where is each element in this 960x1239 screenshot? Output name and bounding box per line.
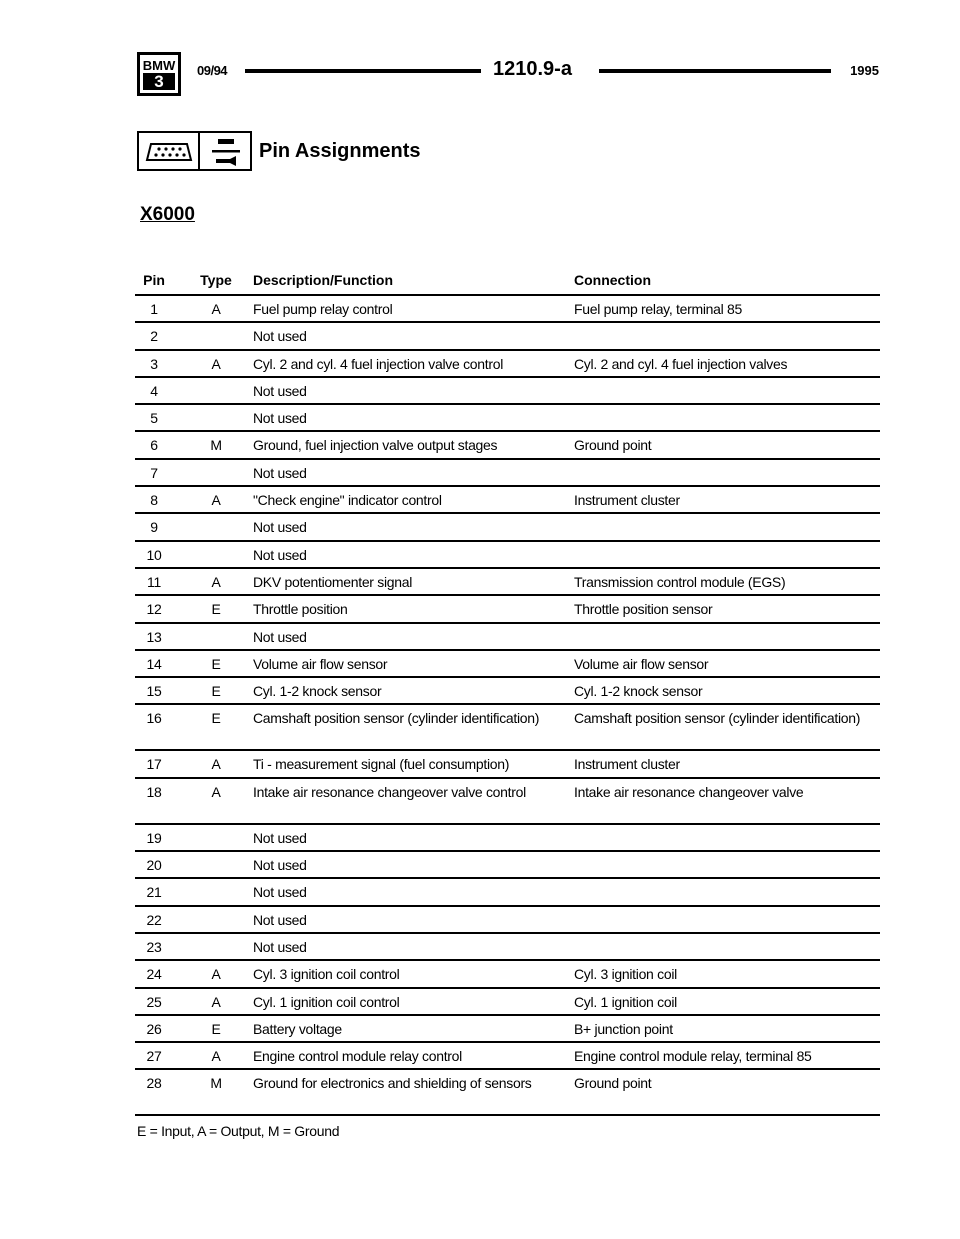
table-row [135,349,880,376]
header-year: 1995 [850,63,879,78]
type-legend: E = Input, A = Output, M = Ground [137,1123,340,1139]
type-cell: A [211,756,221,773]
description-cell: Not used [253,911,307,928]
table-row [135,850,880,877]
connection-cell: Fuel pump relay, terminal 85 [574,301,742,317]
pin-cell: 5 [150,410,158,427]
description-cell: Not used [253,464,307,481]
description-cell: Battery voltage [253,1020,342,1037]
description-cell: Cyl. 3 ignition coil control [253,966,400,983]
connector-icon [137,131,200,171]
table-row [135,749,880,776]
connection-cell: Throttle position sensor [574,601,713,618]
type-cell: A [211,966,221,983]
description-cell: Cyl. 2 and cyl. 4 fuel injection valve control [253,355,503,372]
connection-cell: Engine control module relay, terminal 85 [574,1048,812,1065]
pin-cell: 3 [150,355,158,372]
type-cell: M [210,1075,222,1092]
description-cell: Camshaft position sensor (cylinder identification) [253,710,540,727]
table-row [135,430,880,457]
header-type: Type [200,272,232,288]
connection-cell: Camshaft position sensor (cylinder identification) [574,710,861,727]
type-cell: E [211,655,221,672]
type-cell: A [211,301,221,317]
table-row [135,512,880,539]
description-cell: Not used [253,829,307,846]
header-date: 09/94 [197,63,228,78]
description-cell: "Check engine" indicator control [253,492,442,509]
connection-cell: Ground point [574,1075,652,1092]
pin-cell: 7 [150,464,158,481]
table-row [135,905,880,932]
description-cell: Not used [253,938,307,955]
pin-table [135,268,880,1116]
description-cell: Ground for electronics and shielding of sensors [253,1075,532,1092]
table-row [135,485,880,512]
pin-cell: 1 [150,301,158,317]
pin-cell: 22 [146,911,162,928]
table-row [135,823,880,850]
table-row [135,987,880,1014]
pin-cell: 26 [146,1020,162,1037]
table-header [135,268,880,294]
connection-cell: Cyl. 2 and cyl. 4 fuel injection valves [574,355,788,372]
pin-cell: 9 [150,519,158,536]
table-row [135,676,880,703]
type-cell: E [211,1020,221,1037]
description-cell: Ground, fuel injection valve output stages [253,437,498,454]
connection-cell: Cyl. 1 ignition coil [574,993,677,1010]
description-cell: Ti - measurement signal (fuel consumption) [253,756,510,773]
header-connection: Connection [574,272,651,288]
document-code: 1210.9-a [493,58,572,80]
pin-cell: 27 [146,1048,162,1065]
connection-cell: B+ junction point [574,1020,673,1037]
connection-cell: Transmission control module (EGS) [574,573,786,590]
description-cell: Intake air resonance changeover valve control [253,783,526,800]
logo-series: 3 [143,73,175,90]
connection-cell: Ground point [574,437,652,454]
table-row [135,1041,880,1068]
type-cell: E [211,710,221,727]
table-row [135,649,880,676]
description-cell: Not used [253,857,307,874]
table-row [135,594,880,621]
table-row [135,777,880,823]
pin-cell: 25 [146,993,162,1010]
description-cell: Cyl. 1-2 knock sensor [253,683,382,700]
connector-id: X6000 [140,204,195,225]
description-cell: Not used [253,546,307,563]
type-cell: A [211,1048,221,1065]
description-cell: Not used [253,410,307,427]
table-row [135,567,880,594]
connection-cell: Volume air flow sensor [574,655,709,672]
pin-cell: 17 [146,756,162,773]
table-row [135,376,880,403]
table-row [135,403,880,430]
table-row [135,540,880,567]
connection-cell: Intake air resonance changeover valve [574,783,804,800]
pin-cell: 13 [146,628,162,645]
header-description: Description/Function [253,272,393,288]
table-row [135,1068,880,1116]
pin-cell: 15 [146,683,162,700]
description-cell: Not used [253,328,307,345]
pin-cell: 12 [146,601,162,618]
pin-cell: 8 [150,492,158,509]
pin-direction-icon [200,131,252,171]
connection-cell: Instrument cluster [574,492,680,509]
table-row [135,932,880,959]
type-cell: A [211,783,221,800]
description-cell: Engine control module relay control [253,1048,462,1065]
table-row [135,877,880,904]
description-cell: Cyl. 1 ignition coil control [253,993,400,1010]
description-cell: Fuel pump relay control [253,301,393,317]
description-cell: Volume air flow sensor [253,655,388,672]
connection-cell: Cyl. 1-2 knock sensor [574,683,703,700]
type-cell: M [210,437,222,454]
type-cell: E [211,601,221,618]
table-row [135,703,880,749]
bmw-3-logo [137,52,181,96]
table-row [135,458,880,485]
pin-cell: 24 [146,966,162,983]
pin-cell: 16 [146,710,162,727]
type-cell: A [211,573,221,590]
type-cell: E [211,683,221,700]
pin-cell: 21 [146,884,162,901]
table-row [135,1014,880,1041]
connection-cell: Instrument cluster [574,756,680,773]
pin-cell: 2 [150,328,158,345]
pin-cell: 14 [146,655,162,672]
pin-cell: 28 [146,1075,162,1092]
table-row [135,622,880,649]
page-header [137,52,879,102]
pin-cell: 4 [150,382,158,399]
description-cell: Not used [253,628,307,645]
description-cell: DKV potentiomenter signal [253,573,413,590]
header-rule-right [599,69,831,73]
pin-cell: 20 [146,857,162,874]
table-row [135,959,880,986]
header-rule-left [245,69,481,73]
pin-cell: 11 [147,573,161,590]
description-cell: Not used [253,519,307,536]
type-cell: A [211,492,221,509]
table-row [135,294,880,321]
table-row [135,321,880,348]
description-cell: Throttle position [253,601,348,618]
table-body [135,294,880,1116]
pin-cell: 19 [146,829,162,846]
description-cell: Not used [253,884,307,901]
logo-brand: BMW [142,58,176,73]
type-cell: A [211,355,221,372]
header-pin: Pin [143,272,165,288]
page-title: Pin Assignments [259,140,421,162]
type-cell: A [211,993,221,1010]
connection-cell: Cyl. 3 ignition coil [574,966,677,983]
pin-cell: 23 [146,938,162,955]
pin-cell: 18 [146,783,162,800]
pin-cell: 10 [146,546,162,563]
pin-cell: 6 [150,437,158,454]
description-cell: Not used [253,382,307,399]
